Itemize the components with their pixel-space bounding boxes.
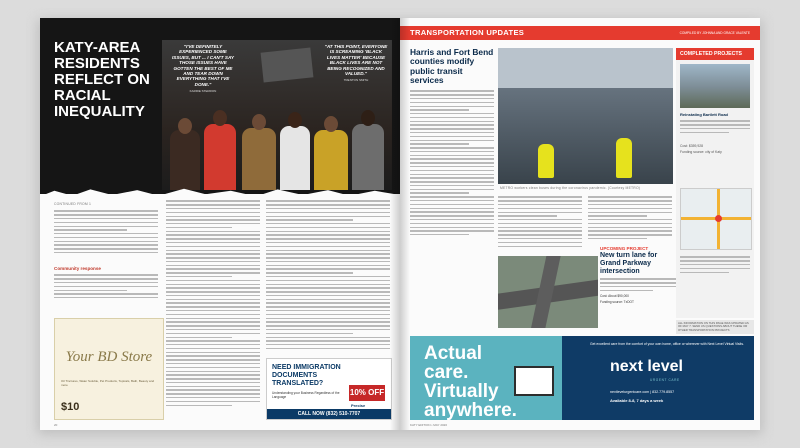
person-head <box>361 110 375 126</box>
person-head <box>178 118 192 134</box>
next-level-ad <box>410 336 754 420</box>
continued-label: CONTINUED FROM 1 <box>54 202 92 206</box>
ad-brand: Your BD Store <box>65 349 153 365</box>
ad-url: nextlevelurgentcare.com | 832.779.8557 <box>610 390 675 394</box>
left-headline: KATY-AREA RESIDENTS REFLECT ON RACIAL INEQUALITY <box>54 39 150 120</box>
newspaper-spread <box>40 18 760 430</box>
person-head <box>252 114 266 130</box>
protest-sign <box>261 47 314 82</box>
bartlett-road-photo <box>680 64 750 108</box>
quote-trenton <box>324 44 388 84</box>
banner-credit: COMPILED BY JOHNNA AND GRACE VALENTE <box>679 31 750 35</box>
person-figure <box>314 130 348 190</box>
right-folio: KATY EDITION • MAY 2020 <box>410 423 448 427</box>
upcoming-text <box>600 278 676 291</box>
upcoming-funding: Funding source: TxDOT <box>600 299 634 304</box>
imm-headline: NEED IMMIGRATION DOCUMENTS TRANSLATED? <box>272 364 341 387</box>
person-figure <box>242 128 276 190</box>
person-figure <box>352 124 384 190</box>
bd-store-ad <box>54 318 164 420</box>
right-page <box>400 18 760 430</box>
project-map <box>680 188 752 250</box>
person-figure <box>204 124 236 190</box>
imm-offer: 10% OFF <box>349 385 385 401</box>
quote-text: "AT THIS POINT, EVERYONE IS SCREAMING 'BLACK LIVES MATTER' BECAUSE BLACK LIVES ARE NOT BEING RECOGNIZED AND VALUED." <box>324 44 388 77</box>
quote-author: KARRIE STERRON <box>189 89 217 94</box>
ad-logo: next level <box>610 358 683 375</box>
photo-caption: METRO workers clean buses during the coronavirus pandemic. (Courtesy METRO) <box>500 186 641 190</box>
quote-text: "I'VE DEFINITELY EXPERIENCED SOME ISSUES, BUT ... I CAN'T SAY THOSE ISSUES HAVE GOTTEN THE BEST OF ME AND TEAR DOWN EVERYTHING THAT I'VE DONE." <box>171 44 234 87</box>
ad-products: Oil Tinctures, Water Soluble, Pet Products, Topicals, Bath, Beauty and more <box>61 379 155 387</box>
person-figure <box>170 130 200 190</box>
laptop-icon <box>514 366 554 396</box>
upcoming-cost: Cost: About $90,000 <box>600 293 629 298</box>
article-column-3 <box>266 198 390 352</box>
immigration-ad <box>266 358 392 420</box>
imm-phone: CALL NOW (832) 510-7707 <box>267 409 391 419</box>
article-column-1b <box>54 272 158 301</box>
imm-brand: Precise <box>351 403 366 408</box>
ad-headline: Actual care. Virtually anywhere. <box>424 343 517 420</box>
imm-text: Understanding your Business Regardless of the Language <box>272 391 340 399</box>
article-column-2 <box>166 198 260 408</box>
left-page <box>40 18 400 430</box>
upcoming-label: UPCOMING PROJECT <box>600 246 649 251</box>
ad-price: $10 <box>61 401 80 413</box>
person-head <box>213 110 227 126</box>
spread-gutter <box>390 18 410 430</box>
section-banner <box>400 26 760 40</box>
completed-title: COMPLETED PROJECTS <box>676 48 754 60</box>
completed-text <box>680 118 750 136</box>
intersection-photo <box>498 256 598 328</box>
completed-cost: Cost: $359,928 <box>680 144 703 148</box>
transit-column-1 <box>410 88 494 238</box>
person-head <box>324 116 338 132</box>
person-figure <box>280 126 310 190</box>
right-headline: Harris and Fort Bend counties modify public transit services <box>410 47 494 86</box>
quote-author: TRENTON SMITH <box>343 78 369 83</box>
article-column-1 <box>54 208 158 256</box>
worker-figure <box>538 144 554 178</box>
person-head <box>288 112 302 128</box>
transit-column-3 <box>588 194 672 242</box>
left-folio: 20 <box>54 423 58 427</box>
completed-projects-sidebar <box>676 48 754 318</box>
quote-karrie <box>170 44 236 95</box>
completed-funding: Funding source: city of Katy <box>680 150 722 154</box>
ad-tagline: Get excellent care from the comfort of your own home, office or wherever with Next Level Virtual Visits. <box>590 342 744 346</box>
ad-hours: Available 8-8, 7 days a week <box>610 398 664 403</box>
upcoming-title: New turn lane for Grand Parkway intersection <box>600 252 658 275</box>
bus-cleaning-photo <box>498 48 673 184</box>
ad-logo-sub: URGENT CARE <box>650 378 680 382</box>
worker-figure <box>616 138 632 178</box>
banner-title: TRANSPORTATION UPDATES <box>410 28 525 37</box>
page-footnote: ALL INFORMATION ON THIS PAGE WAS UPDATED AS OF MAY 7. SEND US QUESTIONS ABOUT THESE OR OTHER TRANSPORTATION PROJECTS <box>676 320 754 334</box>
bus-windows <box>498 48 673 88</box>
transit-column-2 <box>498 194 582 249</box>
map-pin-icon <box>715 215 722 222</box>
community-response-subhead: Community response <box>54 266 101 271</box>
upcoming-project <box>600 246 676 332</box>
completed-item: Reinstating Bartlett Road <box>680 112 729 117</box>
side-text <box>680 254 750 275</box>
